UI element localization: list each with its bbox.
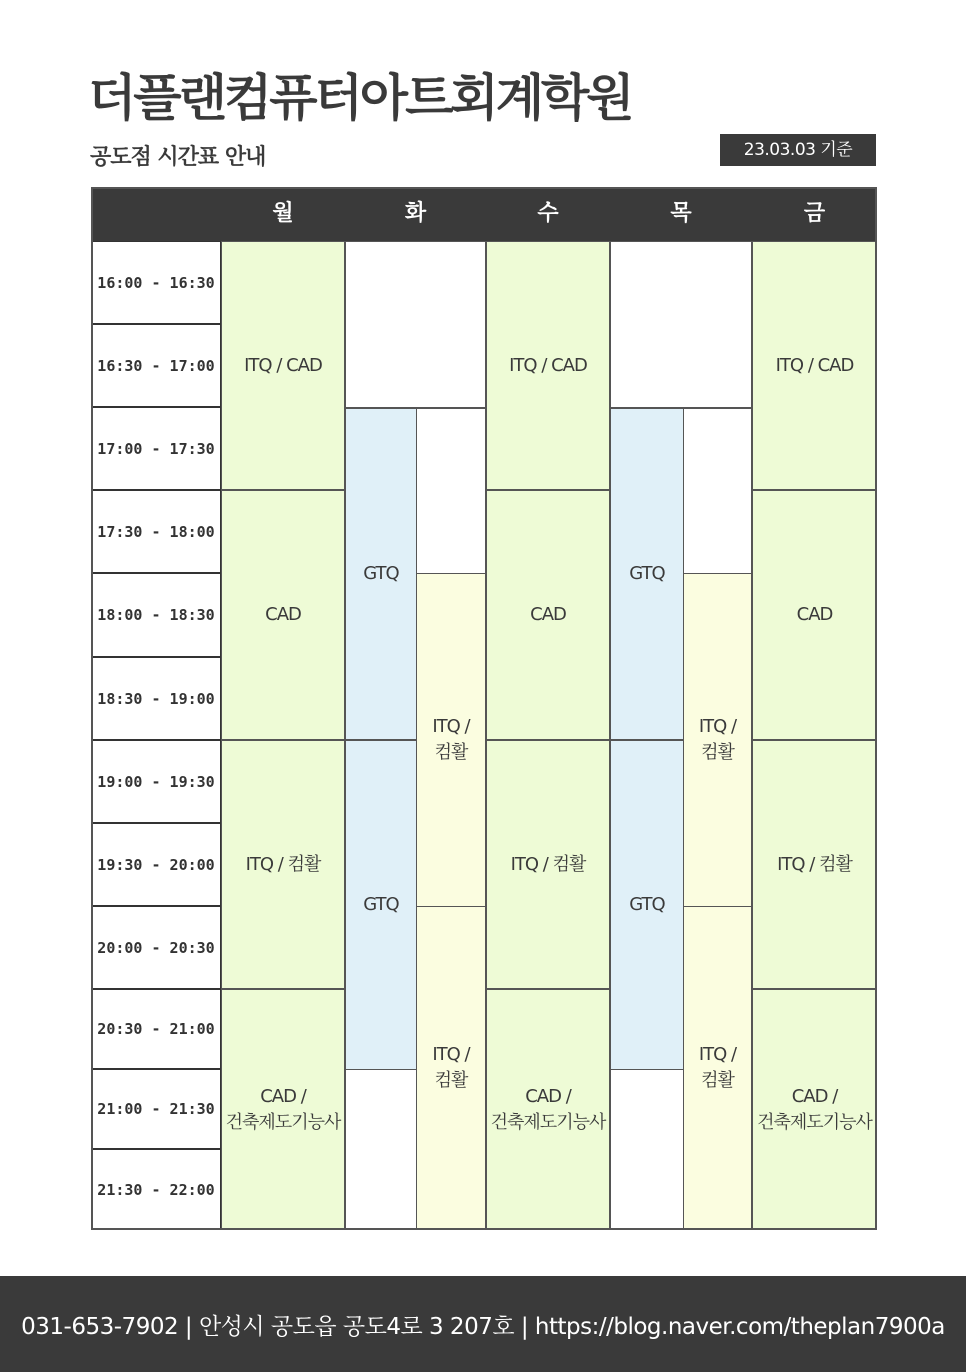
class-block-friday: CAD xyxy=(752,490,877,740)
class-block-tuesday: ITQ / 컴활 xyxy=(416,573,486,907)
page-subtitle: 공도점 시간표 안내 xyxy=(90,145,266,170)
class-block-tuesday: ITQ / 컴활 xyxy=(416,906,486,1230)
date-badge: 23.03.03 기준 xyxy=(720,134,876,166)
class-block-thursday: GTQ xyxy=(610,408,684,740)
empty-slot xyxy=(416,408,486,574)
class-block-wednesday: ITQ / 컴활 xyxy=(486,740,610,989)
time-slot: 21:30 - 22:00 xyxy=(91,1149,221,1230)
time-slot: 16:30 - 17:00 xyxy=(91,324,221,407)
class-block-monday: ITQ / CAD xyxy=(221,241,345,490)
time-slot: 20:30 - 21:00 xyxy=(91,989,221,1069)
time-slot: 17:00 - 17:30 xyxy=(91,407,221,490)
day-monday: 월 xyxy=(272,201,294,226)
day-tuesday: 화 xyxy=(404,201,427,226)
time-slot: 18:30 - 19:00 xyxy=(91,657,221,740)
footer-contact: 031-653-7902 | 안성시 공도읍 공도4로 3 207호 | https://blog.naver.com/theplan7900a xyxy=(0,1276,966,1372)
time-slot: 18:00 - 18:30 xyxy=(91,573,221,657)
day-wednesday: 수 xyxy=(537,201,559,226)
class-block-thursday: ITQ / 컴활 xyxy=(683,573,752,907)
time-slot: 19:00 - 19:30 xyxy=(91,740,221,823)
day-friday: 금 xyxy=(803,201,826,226)
class-block-wednesday: CAD / 건축제도기능사 xyxy=(486,989,610,1230)
class-block-friday: ITQ / 컴활 xyxy=(752,740,877,989)
class-block-thursday: GTQ xyxy=(610,740,684,1070)
class-block-friday: CAD / 건축제도기능사 xyxy=(752,989,877,1230)
class-block-wednesday: CAD xyxy=(486,490,610,740)
class-block-friday: ITQ / CAD xyxy=(752,241,877,490)
time-slot: 19:30 - 20:00 xyxy=(91,823,221,906)
class-block-tuesday: GTQ xyxy=(345,408,417,740)
day-thursday: 목 xyxy=(670,201,692,226)
academy-title: 더플랜컴퓨터아트회계학원 xyxy=(88,69,632,127)
time-slot: 20:00 - 20:30 xyxy=(91,906,221,989)
time-slot: 16:00 - 16:30 xyxy=(91,241,221,324)
class-block-thursday: ITQ / 컴활 xyxy=(683,906,752,1230)
time-slot: 21:00 - 21:30 xyxy=(91,1069,221,1149)
class-block-monday: CAD / 건축제도기능사 xyxy=(221,989,345,1230)
empty-slot xyxy=(610,1069,684,1230)
class-block-monday: ITQ / 컴활 xyxy=(221,740,345,989)
class-block-monday: CAD xyxy=(221,490,345,740)
empty-slot xyxy=(610,241,752,408)
empty-slot xyxy=(345,1069,417,1230)
empty-slot xyxy=(345,241,486,408)
time-slot: 17:30 - 18:00 xyxy=(91,490,221,573)
empty-slot xyxy=(683,408,752,574)
class-block-tuesday: GTQ xyxy=(345,740,417,1070)
class-block-wednesday: ITQ / CAD xyxy=(486,241,610,490)
